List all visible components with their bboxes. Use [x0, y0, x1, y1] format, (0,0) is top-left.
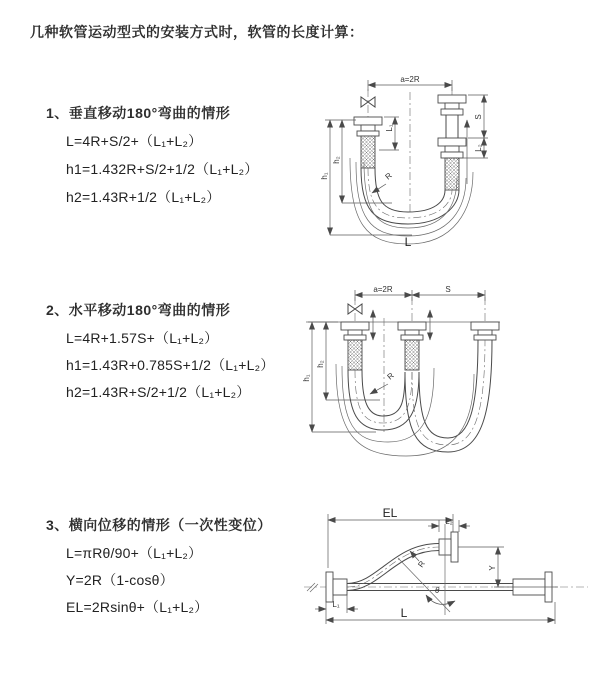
section-2-formula-L: L=4R+1.57S+（L₁+L₂）: [66, 330, 219, 346]
dimension-l1: [315, 595, 358, 613]
diagram-lateral-displacement: [298, 498, 600, 630]
dimension-h1-h2: [302, 322, 380, 432]
dim-label-l1: L₁: [385, 124, 394, 132]
dim-label-h1: h₁: [302, 374, 311, 382]
section-1-formula-L: L=4R+S/2+（L₁+L₂）: [66, 133, 203, 149]
dimension-l: [326, 602, 555, 624]
dim-label-h2: h₂: [316, 360, 325, 368]
pipe-break-mark: [307, 583, 318, 592]
dim-label-l: L: [404, 235, 412, 249]
section-1-formula-h1: h1=1.432R+S/2+1/2（L₁+L₂）: [66, 161, 259, 177]
dim-label-l2: L₂: [474, 144, 483, 152]
dim-label-a2r: a=2R: [373, 285, 393, 294]
dim-label-l2: L₂: [445, 517, 453, 526]
dim-label-h1: h₁: [320, 172, 329, 180]
dimension-a-2r: [368, 75, 452, 91]
left-flange-fitting: [341, 322, 369, 370]
dimension-el: [328, 506, 453, 568]
section-2-formula-h2: h2=1.43R+S/2+1/2（L₁+L₂）: [66, 384, 251, 400]
middle-flange-fitting: [398, 322, 426, 370]
section-3-formula-Y: Y=2R（1-cosθ）: [66, 572, 174, 588]
braided-hose-section: [405, 340, 419, 370]
dim-label-r: R: [383, 170, 394, 182]
dim-label-a2r: a=2R: [400, 75, 420, 84]
dim-label-y: Y: [488, 565, 497, 571]
left-flange-fitting: [354, 117, 382, 168]
upper-flange-fitting: [439, 532, 458, 562]
section-3-formula-L: L=πRθ/90+（L₁+L₂）: [66, 545, 203, 561]
right-flange-fitting: [438, 95, 466, 190]
angle-label-theta: θ: [435, 586, 440, 595]
diagram-vertical-180-bend: [300, 72, 592, 252]
angle-theta: [398, 524, 455, 615]
left-flange-fitting: [326, 572, 347, 602]
dimension-a-2r: [355, 285, 485, 301]
dim-label-l: L: [400, 606, 408, 620]
dimension-l2: [428, 517, 470, 532]
section-1-heading: 1、垂直移动180°弯曲的情形: [46, 105, 231, 121]
section-1-formula-h2: h2=1.43R+1/2（L₁+L₂）: [66, 189, 221, 205]
dim-label-s: S: [474, 114, 483, 120]
diagram-horizontal-180-bend: [298, 282, 594, 462]
dim-label-el: EL: [382, 506, 398, 520]
section-2-heading: 2、水平移动180°弯曲的情形: [46, 302, 231, 318]
braided-hose-section: [348, 340, 362, 370]
page-title: 几种软管运动型式的安装方式时，软管的长度计算：: [30, 24, 364, 40]
right-flange-fitting: [471, 322, 499, 340]
section-2-formula-h1: h1=1.43R+0.785S+1/2（L₁+L₂）: [66, 357, 275, 373]
dim-label-s: S: [445, 285, 451, 294]
dim-label-l1: L₁: [332, 600, 340, 609]
section-3-formula-EL: EL=2Rsinθ+（L₁+L₂）: [66, 599, 209, 615]
section-3-heading: 3、横向位移的情形（一次性变位）: [46, 517, 272, 533]
braided-hose-section: [361, 136, 375, 168]
dim-label-r: R: [385, 370, 396, 382]
dim-label-h2: h₂: [332, 156, 341, 164]
dim-label-r: R: [416, 559, 427, 570]
radius-label: [370, 371, 396, 394]
dimension-s: [462, 95, 488, 158]
